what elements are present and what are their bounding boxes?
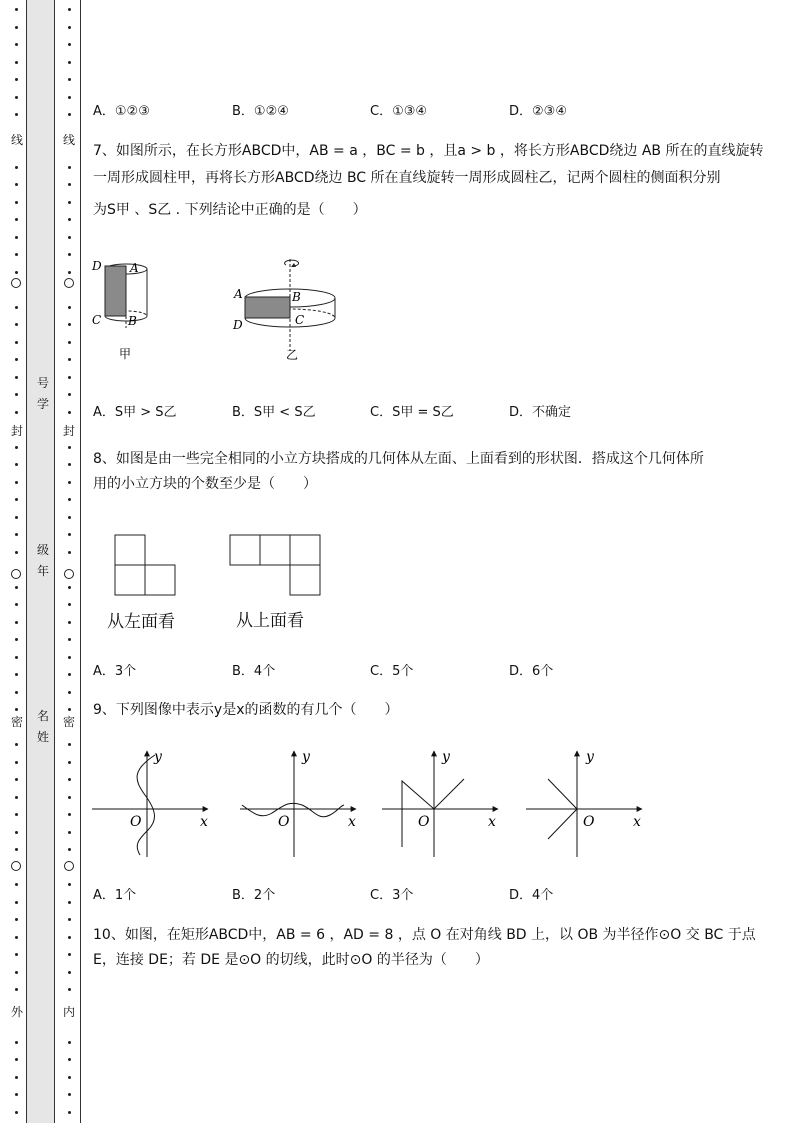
binding-dot [68, 586, 71, 589]
binding-dot [15, 883, 18, 886]
binding-dot [15, 411, 18, 414]
binding-dot [15, 498, 18, 501]
binding-dot [68, 551, 71, 554]
svg-text:O: O [418, 814, 430, 830]
binding-circle [11, 861, 21, 871]
binding-dot [68, 43, 71, 46]
outer-mark-xian: 线 [11, 133, 24, 147]
outer-mark-feng: 封 [11, 424, 24, 438]
binding-dot [68, 78, 71, 81]
q8-top-caption: 从上面看 [236, 611, 304, 631]
binding-dot [68, 936, 71, 939]
field-name-char1: 名 [37, 709, 50, 723]
q8-option-c: C．5个 [370, 664, 414, 679]
svg-text:O: O [130, 814, 142, 830]
binding-dot [68, 743, 71, 746]
outer-mark-mi: 密 [11, 715, 24, 729]
binding-dot [15, 341, 18, 344]
q7-option-b: B．S甲 < S乙 [232, 405, 316, 420]
q7-stem-line3: 为S甲 、S乙 . 下列结论中正确的是（ ） [93, 202, 367, 218]
binding-dot [15, 26, 18, 29]
binding-dot [68, 446, 71, 449]
binding-dot [15, 271, 18, 274]
binding-dot [15, 463, 18, 466]
binding-dot [15, 708, 18, 711]
binding-dot [68, 376, 71, 379]
q8-left-view [113, 533, 179, 597]
yi-caption: 乙 [286, 348, 299, 362]
binding-dot [68, 656, 71, 659]
field-grade-char2: 年 [37, 564, 50, 578]
binding-dot [15, 1041, 18, 1044]
graph1-curve [137, 755, 155, 855]
binding-dot [68, 411, 71, 414]
binding-dot [15, 236, 18, 239]
svg-text:y: y [154, 749, 162, 765]
binding-dot [15, 551, 18, 554]
q9-stem: 9、下列图像中表示y是x的函数的有几个（ ） [93, 702, 399, 718]
yi-label-d: D [233, 318, 243, 332]
q9-graph-4 [526, 749, 642, 857]
binding-dot [68, 813, 71, 816]
binding-dot [15, 586, 18, 589]
binding-dot [15, 603, 18, 606]
binding-dot [68, 988, 71, 991]
binding-dot [15, 253, 18, 256]
q6-option-b: B．①②④ [232, 104, 289, 119]
jia-label-c: C [92, 313, 102, 327]
binding-dot [15, 691, 18, 694]
binding-dot [15, 183, 18, 186]
binding-dot [68, 778, 71, 781]
svg-text:y: y [302, 749, 310, 765]
binding-gray-strip [26, 0, 55, 1123]
binding-dot [68, 708, 71, 711]
top-view-cube [290, 535, 320, 565]
binding-dot [68, 603, 71, 606]
binding-dot [15, 813, 18, 816]
q9-graph-3 [382, 749, 498, 857]
binding-dot [68, 953, 71, 956]
binding-dot [68, 1058, 71, 1061]
binding-dot [68, 533, 71, 536]
svg-text:y: y [442, 749, 450, 765]
q8-stem-line2: 用的小立方块的个数至少是（ ） [93, 476, 317, 492]
binding-dot [15, 358, 18, 361]
binding-dot [68, 183, 71, 186]
q10-stem-line1: 10、如图，在矩形ABCD中，AB = 6 ，AD = 8 ，点 O 在对角线 BD 上，以 OB 为半径作⊙O 交 BC 于点 [93, 927, 756, 943]
binding-dot [68, 848, 71, 851]
yi-label-c: C [295, 313, 305, 327]
binding-dot [15, 533, 18, 536]
jia-rectangle [105, 266, 126, 316]
left-view-cube [115, 565, 145, 595]
q10-stem-line2: E，连接 DE；若 DE 是⊙O 的切线，此时⊙O 的半径为（ ） [93, 952, 489, 968]
binding-dot [68, 1076, 71, 1079]
binding-dot [68, 61, 71, 64]
binding-dot [15, 971, 18, 974]
binding-dot [15, 393, 18, 396]
binding-margin [0, 0, 82, 1123]
yi-label-b: B [292, 290, 301, 304]
graph2-curve [242, 803, 344, 816]
inner-mark-xian: 线 [63, 133, 76, 147]
binding-dot [15, 1058, 18, 1061]
binding-dot [15, 831, 18, 834]
jia-caption: 甲 [119, 347, 132, 361]
q9-graphs [90, 745, 650, 860]
binding-dot [15, 306, 18, 309]
top-view-cube [260, 535, 290, 565]
binding-dot [15, 761, 18, 764]
binding-dot [15, 673, 18, 676]
binding-dot [15, 43, 18, 46]
binding-dot [68, 498, 71, 501]
inner-mark-feng: 封 [63, 424, 76, 438]
binding-dot [15, 166, 18, 169]
binding-circle [11, 278, 21, 288]
binding-dot [68, 796, 71, 799]
binding-dot [68, 113, 71, 116]
binding-dot [15, 743, 18, 746]
field-student-id-char2: 学 [37, 397, 50, 411]
svg-text:x: x [348, 814, 356, 830]
binding-dot [68, 1111, 71, 1114]
binding-dot [15, 446, 18, 449]
q7-figure-yi [228, 255, 348, 367]
binding-dot [68, 621, 71, 624]
binding-dot [68, 341, 71, 344]
binding-dot [15, 96, 18, 99]
q6-option-a: A．①②③ [93, 104, 150, 119]
binding-dot [68, 26, 71, 29]
binding-dot [15, 848, 18, 851]
q8-option-b: B．4个 [232, 664, 276, 679]
binding-dot [68, 271, 71, 274]
q7-option-d: D．不确定 [509, 405, 572, 420]
q7-stem-line2: 一周形成圆柱甲，再将长方形ABCD绕边 BC 所在直线旋转一周形成圆柱乙，记两个圆柱的侧面积分别 [93, 170, 721, 186]
binding-dot [68, 323, 71, 326]
yi-rotation-arrowhead [291, 263, 296, 267]
graph3-lines [402, 779, 464, 847]
binding-dot [15, 113, 18, 116]
binding-dot [68, 358, 71, 361]
binding-dot [68, 901, 71, 904]
binding-dot [15, 936, 18, 939]
jia-label-a: A [130, 261, 139, 275]
svg-text:y: y [586, 749, 594, 765]
field-grade-char1: 级 [37, 543, 50, 557]
q8-stem-line1: 8、如图是由一些完全相同的小立方块搭成的几何体从左面、上面看到的形状图．搭成这个几何体所 [93, 451, 704, 467]
binding-dot [68, 673, 71, 676]
binding-dot [68, 918, 71, 921]
binding-right-line [80, 0, 81, 1123]
q7-figure-jia [88, 252, 168, 367]
q9-option-a: A．1个 [93, 888, 137, 903]
svg-text:O: O [278, 814, 290, 830]
q8-option-a: A．3个 [93, 664, 137, 679]
binding-dot [15, 8, 18, 11]
binding-dot [15, 988, 18, 991]
yi-rectangle [245, 297, 290, 318]
svg-text:x: x [633, 814, 641, 830]
binding-dot [15, 481, 18, 484]
binding-dot [15, 201, 18, 204]
binding-dot [15, 638, 18, 641]
yi-rotation-arrow [285, 260, 299, 266]
q9-option-c: C．3个 [370, 888, 414, 903]
svg-text:x: x [200, 814, 208, 830]
binding-dot [68, 236, 71, 239]
jia-label-d: D [92, 259, 102, 273]
binding-dot [68, 1041, 71, 1044]
binding-dot [68, 516, 71, 519]
binding-dot [68, 166, 71, 169]
q6-option-c: C．①③④ [370, 104, 428, 119]
binding-dot [15, 376, 18, 379]
binding-dot [15, 1111, 18, 1114]
binding-dot [68, 831, 71, 834]
binding-circle [11, 569, 21, 579]
top-view-cube [290, 565, 320, 595]
binding-dot [15, 1076, 18, 1079]
q9-graph-2 [240, 749, 356, 857]
binding-circle [64, 278, 74, 288]
binding-dot [68, 691, 71, 694]
binding-dot [15, 1093, 18, 1096]
field-name-char2: 姓 [37, 730, 50, 744]
binding-dot [15, 323, 18, 326]
binding-dot [68, 971, 71, 974]
binding-dot [68, 463, 71, 466]
binding-dot [68, 96, 71, 99]
left-view-cube [145, 565, 175, 595]
binding-dot [68, 1093, 71, 1096]
binding-dot [68, 481, 71, 484]
inner-mark-mi: 密 [63, 715, 76, 729]
top-view-cube [230, 535, 260, 565]
binding-dot [15, 796, 18, 799]
binding-dot [68, 201, 71, 204]
binding-dot [15, 621, 18, 624]
outer-mark-wai: 外 [11, 1005, 24, 1019]
q9-graph-1 [92, 749, 208, 857]
q8-top-view [228, 533, 324, 597]
q7-option-c: C．S甲 = S乙 [370, 405, 454, 420]
binding-dot [68, 218, 71, 221]
binding-dot [15, 918, 18, 921]
q9-option-d: D．4个 [509, 888, 554, 903]
binding-dot [68, 306, 71, 309]
binding-dot [68, 638, 71, 641]
binding-circle [64, 861, 74, 871]
q6-option-d: D．②③④ [509, 104, 567, 119]
q8-left-caption: 从左面看 [107, 612, 175, 632]
binding-dot [15, 953, 18, 956]
binding-dot [15, 778, 18, 781]
q9-option-b: B．2个 [232, 888, 276, 903]
inner-mark-nei: 内 [63, 1005, 76, 1019]
binding-dot [15, 656, 18, 659]
binding-circle [64, 569, 74, 579]
q7-stem-line1: 7、如图所示，在长方形ABCD中，AB = a ，BC = b ，且a > b ，将长方形ABCD绕边 AB 所在的直线旋转 [93, 143, 764, 159]
binding-dot [15, 61, 18, 64]
binding-dot [15, 516, 18, 519]
left-view-cube [115, 535, 145, 565]
jia-label-b: B [128, 314, 137, 328]
binding-dot [15, 78, 18, 81]
binding-dot [68, 761, 71, 764]
binding-dot [68, 253, 71, 256]
binding-dot [68, 393, 71, 396]
svg-text:x: x [488, 814, 496, 830]
field-student-id-char1: 号 [37, 376, 50, 390]
q7-option-a: A．S甲 > S乙 [93, 405, 177, 420]
q8-option-d: D．6个 [509, 664, 554, 679]
binding-dot [15, 901, 18, 904]
binding-dot [15, 218, 18, 221]
yi-label-a: A [234, 287, 243, 301]
binding-dot [68, 8, 71, 11]
binding-dot [68, 883, 71, 886]
svg-text:O: O [583, 814, 595, 830]
